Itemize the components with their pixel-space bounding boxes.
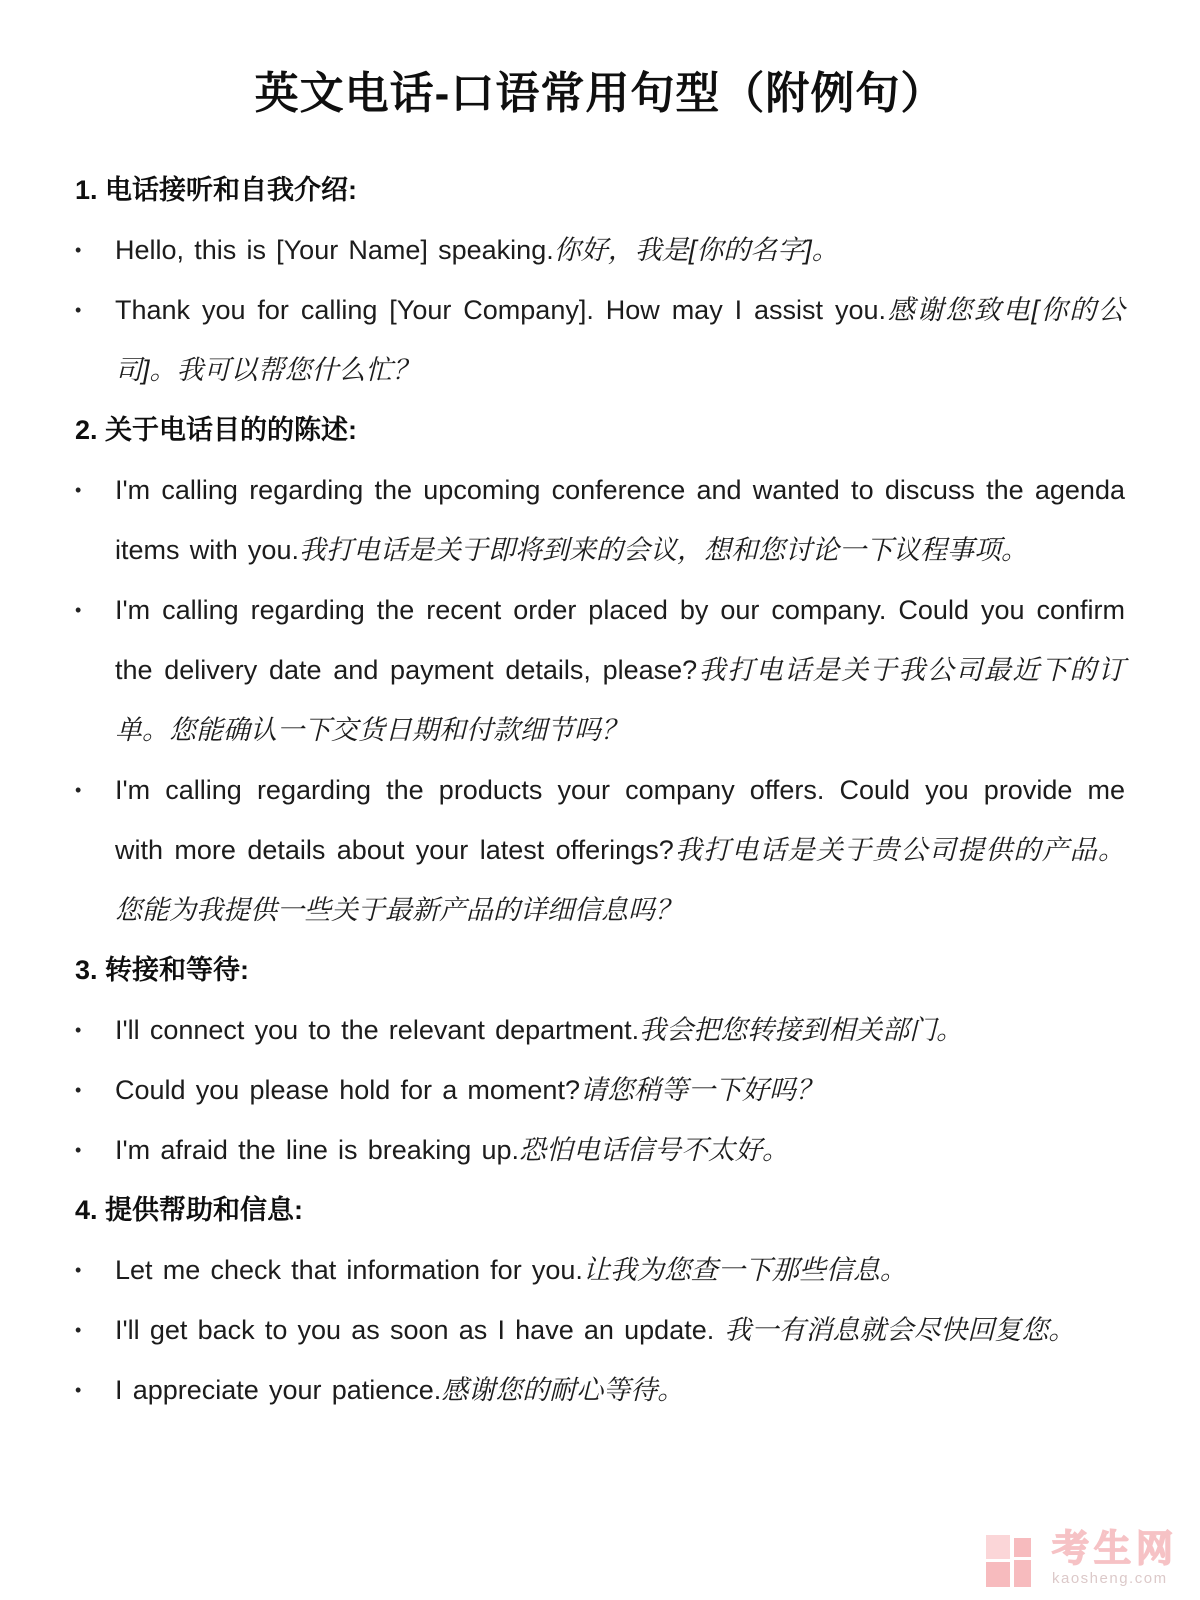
phrase-english: I'm calling regarding the recent order placed by our company. Could you confirm the delivery date and payment details, please? [115, 595, 1125, 685]
bullet-dot-icon: • [75, 780, 82, 800]
watermark-brand: 考生网 [1052, 1527, 1178, 1569]
phrase-chinese: 我会把您转接到相关部门。 [639, 1015, 964, 1045]
phrase-english: Hello, this is [Your Name] speaking. [115, 235, 554, 265]
phrase-item [75, 1360, 1125, 1420]
phrase-english: Could you please hold for a moment? [115, 1075, 580, 1105]
phrase-english: I appreciate your patience. [115, 1375, 442, 1405]
section-heading: 1. 电话接听和自我介绍: [75, 175, 358, 205]
phrase-item [75, 1000, 1125, 1060]
phrase-text [115, 1000, 1125, 1060]
bullet-dot-icon: • [75, 300, 82, 320]
phrase-english: I'll get back to you as soon as I have an update. [115, 1315, 715, 1345]
phrase-chinese: 我打电话是关于贵公司提供的产品。您能为我提供一些关于最新产品的详细信息吗？ [115, 835, 1126, 925]
section-heading: 3. 转接和等待: [75, 955, 250, 985]
bullet-dot-icon: • [75, 1020, 82, 1040]
phrase-english: I'm afraid the line is breaking up. [115, 1135, 520, 1165]
phrase-item [75, 580, 1125, 760]
phrase-english: Thank you for calling [Your Company]. How may I assist you. [115, 295, 887, 325]
bullet-dot-icon: • [75, 1260, 82, 1280]
phrase-chinese: 请您稍等一下好吗？ [579, 1075, 823, 1105]
phrase-chinese: 感谢您的耐心等待。 [441, 1375, 685, 1405]
section-heading: 4. 提供帮助和信息: [75, 1195, 304, 1225]
bullet-dot-icon: • [75, 1080, 82, 1100]
document-body [75, 160, 1125, 1420]
watermark-text [1052, 1527, 1178, 1587]
section-heading: 2. 关于电话目的的陈述: [75, 415, 358, 445]
phrase-text [115, 1120, 1125, 1180]
bullet-dot-icon: • [75, 1140, 82, 1160]
phrase-item [75, 460, 1125, 580]
phrase-chinese: 恐怕电话信号不太好。 [519, 1135, 790, 1165]
watermark-domain: kaosheng.com [1052, 1569, 1168, 1587]
phrase-chinese: 感谢您致电[你的公司]。我可以帮您什么忙？ [115, 295, 1125, 385]
phrase-chinese: 让我为您查一下那些信息。 [582, 1255, 907, 1285]
phrase-item [75, 760, 1125, 940]
section [75, 400, 1125, 940]
phrase-text [115, 1360, 1125, 1420]
phrase-chinese: 我一有消息就会尽快回复您。 [714, 1315, 1076, 1345]
bullet-dot-icon: • [75, 480, 82, 500]
section [75, 940, 1125, 1180]
bullet-dot-icon: • [75, 1320, 82, 1340]
phrase-text [115, 1240, 1125, 1300]
phrase-english: I'll connect you to the relevant department. [115, 1015, 640, 1045]
phrase-text [115, 280, 1125, 400]
phrase-item [75, 1300, 1125, 1360]
bullet-dot-icon: • [75, 1380, 82, 1400]
phrase-text [115, 1060, 1125, 1120]
section [75, 1180, 1125, 1420]
phrase-chinese: 我打电话是关于我公司最近下的订单。您能确认一下交货日期和付款细节吗？ [115, 655, 1125, 745]
phrase-text [115, 220, 1125, 280]
bullet-dot-icon: • [75, 240, 82, 260]
phrase-chinese: 你好，我是[你的名字]。 [553, 235, 839, 265]
phrase-item [75, 1060, 1125, 1120]
phrase-item [75, 1120, 1125, 1180]
kaosheng-logo-icon [986, 1528, 1040, 1588]
phrase-chinese: 我打电话是关于即将到来的会议，想和您讨论一下议程事项。 [298, 535, 1028, 565]
phrase-text [115, 580, 1125, 760]
phrase-item [75, 220, 1125, 280]
phrase-item [75, 280, 1125, 400]
phrase-text [115, 1300, 1125, 1360]
phrase-english: I'm calling regarding the products your company offers. Could you provide me with more details about your latest offerings? [115, 775, 1125, 865]
phrase-text [115, 460, 1125, 580]
phrase-text [115, 760, 1125, 940]
bullet-dot-icon: • [75, 600, 82, 620]
section [75, 160, 1125, 400]
phrase-english: Let me check that information for you. [115, 1255, 583, 1285]
phrase-item [75, 1240, 1125, 1300]
watermark [986, 1528, 1178, 1588]
page-title: 英文电话-口语常用句型（附例句） [254, 69, 946, 118]
phrase-english: I'm calling regarding the upcoming conference and wanted to discuss the agenda items with you. [115, 475, 1125, 565]
